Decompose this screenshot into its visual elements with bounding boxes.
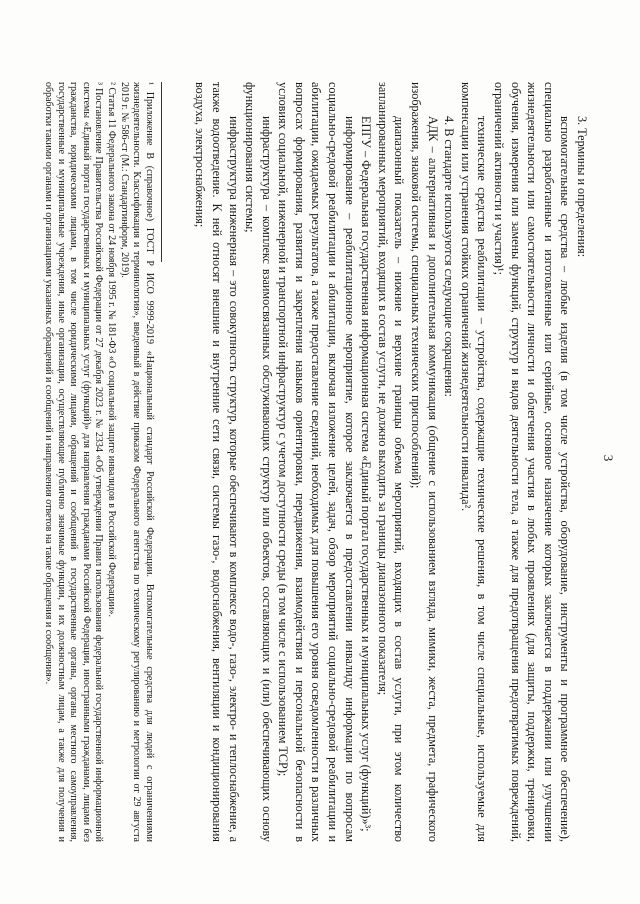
definition-epgu: ЕПГУ – Федеральная государственная информационная система «Единый портал государственных и муниципальных услуг (функций)»³; bbox=[359, 116, 374, 832]
definition-rehab-devices: технические средства реабилитации – устройства, содержащие технические решения, в том числе специальные, используемые для компенсации или устранения стойких ограничений жизнедеятельности инвалида². bbox=[458, 82, 490, 842]
definition-adk: АДК – альтернативная и дополнительная коммуникация (общение с использованием взгляда, мимики, жеста, предмета, графического изображения, знаковой системы, специальных технических приспособлений); bbox=[409, 82, 440, 842]
rotated-document-page bbox=[20, 22, 620, 882]
page-number: 3 bbox=[601, 454, 616, 462]
document-body bbox=[41, 82, 590, 842]
abbreviations-heading: 4. В стандарте используются следующие сокращения: bbox=[442, 116, 457, 397]
definition-engineering-infrastructure: инфраструктура инженерная – это совокупность структур, которые обеспечивают в комплексе водо-, газо-, электро- и теплоснабжение, а также водоотведение. К ней относят внешние и внутренние сети связи, системы газо-, водоснабжения, вентиляции и кондиционирования воздуха, электроснабжения; bbox=[193, 82, 241, 842]
definition-range-indicator: диапазонный показатель – нижние и верхние границы объема мероприятий, входящих в состав услуги, при этом количество запланированных мероприятий, входящих в состав услуги, не должно выходить за границы диапазонного показателя; bbox=[375, 82, 407, 842]
section-heading: 3. Термины и определения: bbox=[575, 116, 589, 258]
footnote-2: ² Статья 11 Федерального закона от 24 ноября 1995 г. № 181-ФЗ «О социальной защите инвалидов в Российской Федерации». bbox=[105, 82, 117, 617]
footnote-1: ¹ Приложение В (справочное) ГОСТ Р ИСО 9999-2019 «Национальный стандарт Российской Федерации. Вспомогательные средства для людей с ограничениями жизнедеятельности. Классификация и терминология», введенный в действие приказом Федерального агентства по техническому регулированию и метрологии от 29 августа 2019 г. № 586-ст (М.: Стандартинформ, 2019). bbox=[118, 82, 155, 842]
definition-informing: информирование – реабилитационное мероприятие, которое заключается в предоставлении инвалиду информации по вопросам социально-средовой реабилитации и абилитации, включая изложение целей, задач, обзор мероприятий социально-средовой реабилитации и абилитации, ожидаемых результатов, а также предоставление сведений, необходимых для повышения его уровня осведомленности в различных вопросах формирования, развития и закрепления навыков ориентировки, передвижения, взаимодействия и персональной безопасности в условиях социальной, инженерной и транспортной инфраструктур с учетом доступности среды (в том числе с использованием ТСР); bbox=[276, 82, 357, 842]
definition-infrastructure: инфраструктура – комплекс взаимосвязанных обслуживающих структур или объектов, составляющих и (или) обеспечивающих основу функционирования системы; bbox=[243, 82, 274, 842]
definition-assistive-devices: вспомогательные средства – любые изделия (в том числе устройства, оборудование, инструменты и программное обеспечение), специально разработанные и изготовленные или серийные, основное назначение которых заключается в поддержании или улучшении жизнедеятельности или самостоятельности личности и облегчения участия в любых проявлениях (для защиты, поддержки, тренировки, обучения, измерения или замены функций, структур и видов деятельности тела, а также для предотвращения предотвратимых повреждений, ограничений активности и участия)¹; bbox=[492, 82, 573, 842]
footnote-3: ³ Постановление Правительства Российской Федерации от 27 декабря 2023 г. № 2334 «Об утверждении Правил использования федеральной государственной информационной системы «Единый портал государственных и муниципальных услуг (функций)» для направления гражданами Российской Федерации, иностранными гражданами, лицами без гражданства, юридическими лицами, в том числе юридическими лицами, обращений и сообщений в государственные органы, органы местного самоуправления, государственные и муниципальные учреждения, иные организации, осуществляющие публично значимые функции, и их должностным лицам, а также для получения и обработки такими органами и организациями указанных обращений и сообщений и направления ответов на такие обращения и сообщения». bbox=[43, 82, 105, 842]
footnote-separator bbox=[161, 82, 162, 262]
